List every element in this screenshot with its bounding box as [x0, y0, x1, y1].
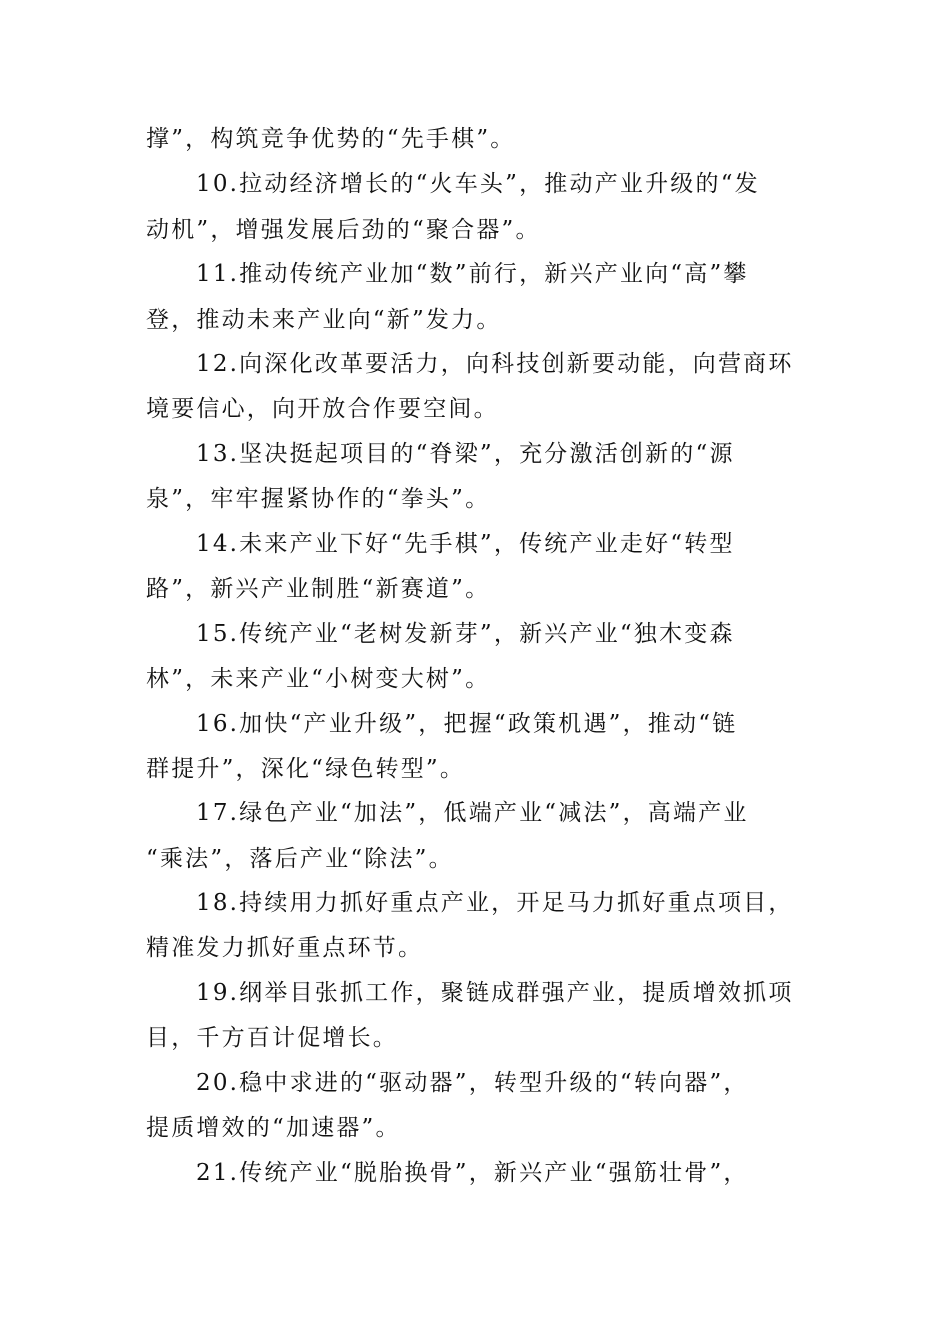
text-line: 20.稳中求进的“驱动器”，转型升级的“转向器”，: [196, 1070, 749, 1096]
text-line: 目，千方百计促增长。: [146, 1025, 398, 1051]
text-line: 17.绿色产业“加法”，低端产业“减法”，高端产业: [196, 800, 749, 826]
text-line: 泉”，牢牢握紧协作的“拳头”。: [146, 486, 491, 512]
text-line: 19.纲举目张抓工作，聚链成群强产业，提质增效抓项: [196, 980, 794, 1006]
text-line: 境要信心，向开放合作要空间。: [146, 396, 499, 422]
text-line: 16.加快“产业升级”，把握“政策机遇”，推动“链: [196, 711, 738, 737]
text-line: 18.持续用力抓好重点产业，开足马力抓好重点项目，: [196, 890, 794, 916]
text-line: 13.坚决挺起项目的“脊梁”，充分激活创新的“源: [196, 441, 735, 467]
text-line: 12.向深化改革要活力，向科技创新要动能，向营商环: [196, 351, 794, 377]
text-line: 群提升”，深化“绿色转型”。: [146, 756, 466, 782]
text-line: 动机”，增强发展后劲的“聚合器”。: [146, 217, 541, 243]
text-line: 21.传统产业“脱胎换骨”，新兴产业“强筋壮骨”，: [196, 1160, 749, 1186]
text-line: 15.传统产业“老树发新芽”，新兴产业“独木变森: [196, 621, 735, 647]
text-line: “乘法”，落后产业“除法”。: [146, 846, 454, 872]
text-line: 10.拉动经济增长的“火车头”，推动产业升级的“发: [196, 171, 760, 197]
text-line: 提质增效的“加速器”。: [146, 1115, 401, 1141]
text-line: 撑”，构筑竞争优势的“先手棋”。: [146, 126, 516, 152]
text-line: 14.未来产业下好“先手棋”，传统产业走好“转型: [196, 531, 735, 557]
text-line: 11.推动传统产业加“数”前行，新兴产业向“高”攀: [196, 261, 749, 287]
text-line: 登，推动未来产业向“新”发力。: [146, 307, 502, 333]
text-line: 路”，新兴产业制胜“新赛道”。: [146, 576, 491, 602]
text-line: 林”，未来产业“小树变大树”。: [146, 666, 491, 692]
text-line: 精准发力抓好重点环节。: [146, 935, 424, 961]
